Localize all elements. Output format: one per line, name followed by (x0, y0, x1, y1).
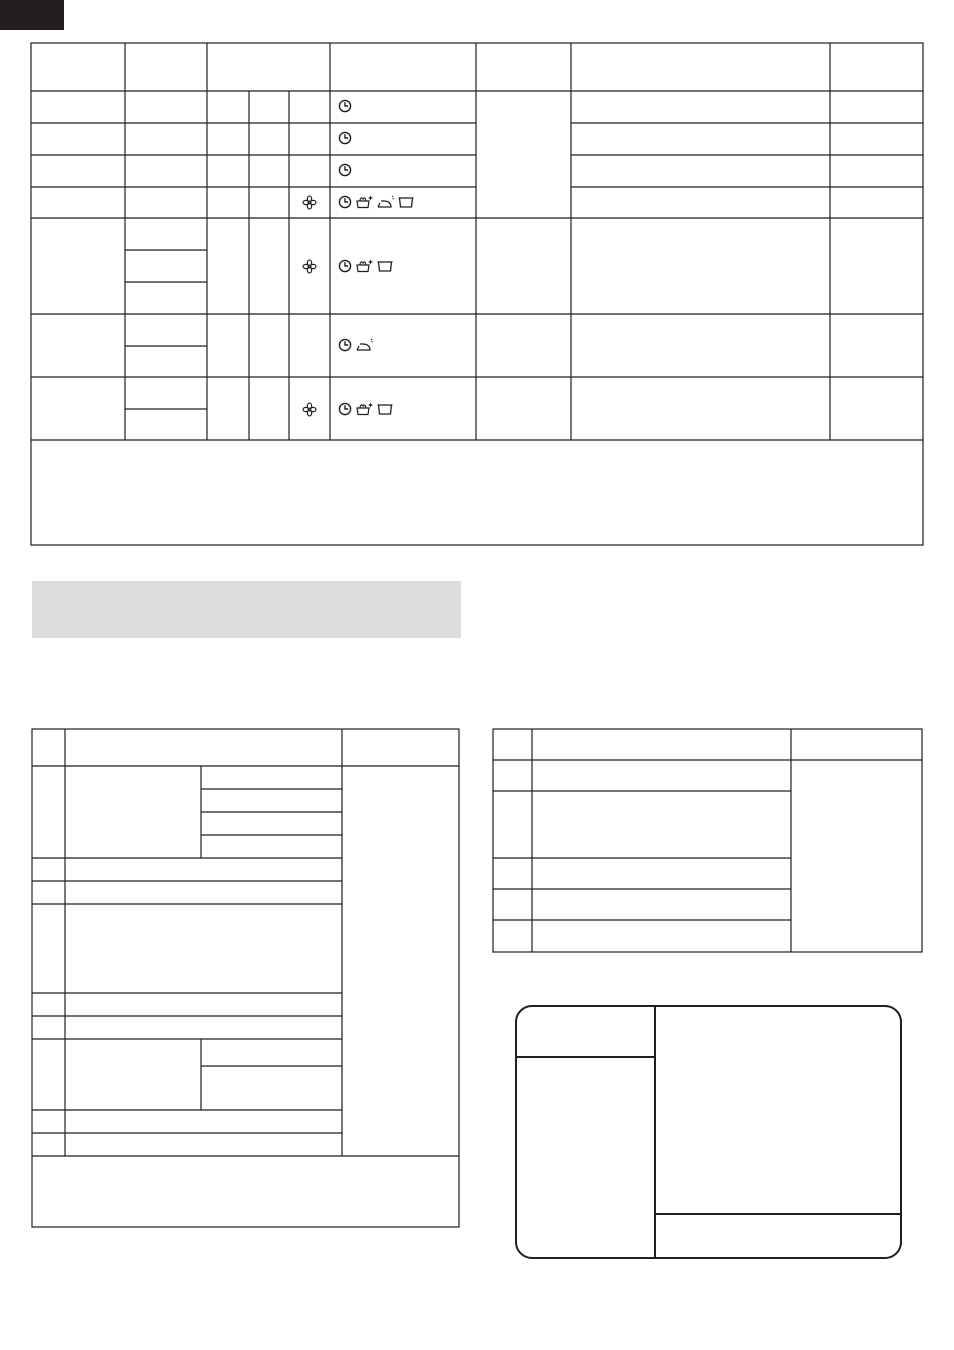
stain-icon (355, 195, 373, 209)
timer-icon (338, 402, 352, 416)
tub-icon (376, 402, 394, 416)
section-heading-bar (32, 581, 461, 638)
program-row-4-flower (302, 194, 317, 210)
program-row-7-flower (302, 401, 317, 417)
timer-icon (338, 99, 352, 113)
timer-icon (338, 195, 352, 209)
flower-icon (302, 402, 317, 417)
timer-icon (338, 163, 352, 177)
program-row-5-flower (302, 258, 317, 274)
tub-icon (397, 195, 415, 209)
left-table-grid (32, 729, 459, 1227)
program-row-6-icons (338, 337, 373, 353)
timer-icon (338, 259, 352, 273)
timer-icon (338, 338, 352, 352)
right-table-grid (493, 729, 922, 952)
timer-icon (338, 131, 352, 145)
program-row-3-icons (338, 162, 352, 178)
program-row-5-icons (338, 258, 394, 274)
label-box-frame (516, 1006, 901, 1258)
program-row-7-icons (338, 401, 394, 417)
stain-icon (355, 402, 373, 416)
flower-icon (302, 195, 317, 210)
program-row-4-icons (338, 194, 415, 210)
program-row-1-icons (338, 98, 352, 114)
iron-icon (355, 338, 373, 352)
tub-icon (376, 259, 394, 273)
flower-icon (302, 259, 317, 274)
stain-icon (355, 259, 373, 273)
program-row-2-icons (338, 130, 352, 146)
iron-icon (376, 195, 394, 209)
